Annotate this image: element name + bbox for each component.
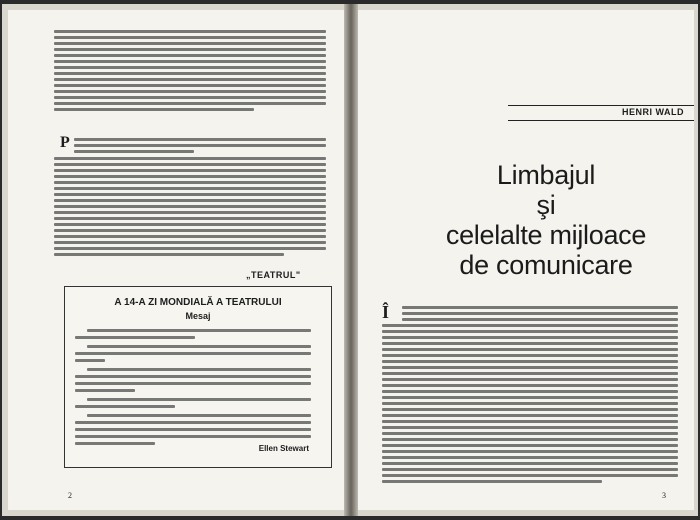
right-page — [358, 10, 694, 510]
body-drop-cap: Î — [382, 302, 390, 322]
title-line: celelalte mijloace — [445, 220, 647, 250]
message-box — [64, 286, 332, 468]
page-number-left: 2 — [68, 491, 72, 500]
intro-drop-cap: P — [60, 134, 70, 151]
article-title — [398, 160, 694, 280]
title-line: şi — [536, 190, 556, 220]
box-title: A 14-A ZI MONDIALĂ A TEATRULUI — [114, 297, 282, 308]
box-subtitle: Mesaj — [185, 311, 211, 321]
title-line: de comunicare — [459, 250, 633, 280]
author-bar — [508, 105, 694, 121]
title-line: Limbajul — [496, 160, 596, 190]
box-signature: Ellen Stewart — [258, 444, 309, 453]
magazine-spread — [2, 4, 698, 516]
author-name: HENRI WALD — [622, 107, 684, 117]
left-page — [8, 10, 344, 510]
book-gutter — [344, 4, 358, 516]
page-number-right: 3 — [662, 491, 666, 500]
closing-tag: „TEATRUL" — [246, 270, 301, 280]
